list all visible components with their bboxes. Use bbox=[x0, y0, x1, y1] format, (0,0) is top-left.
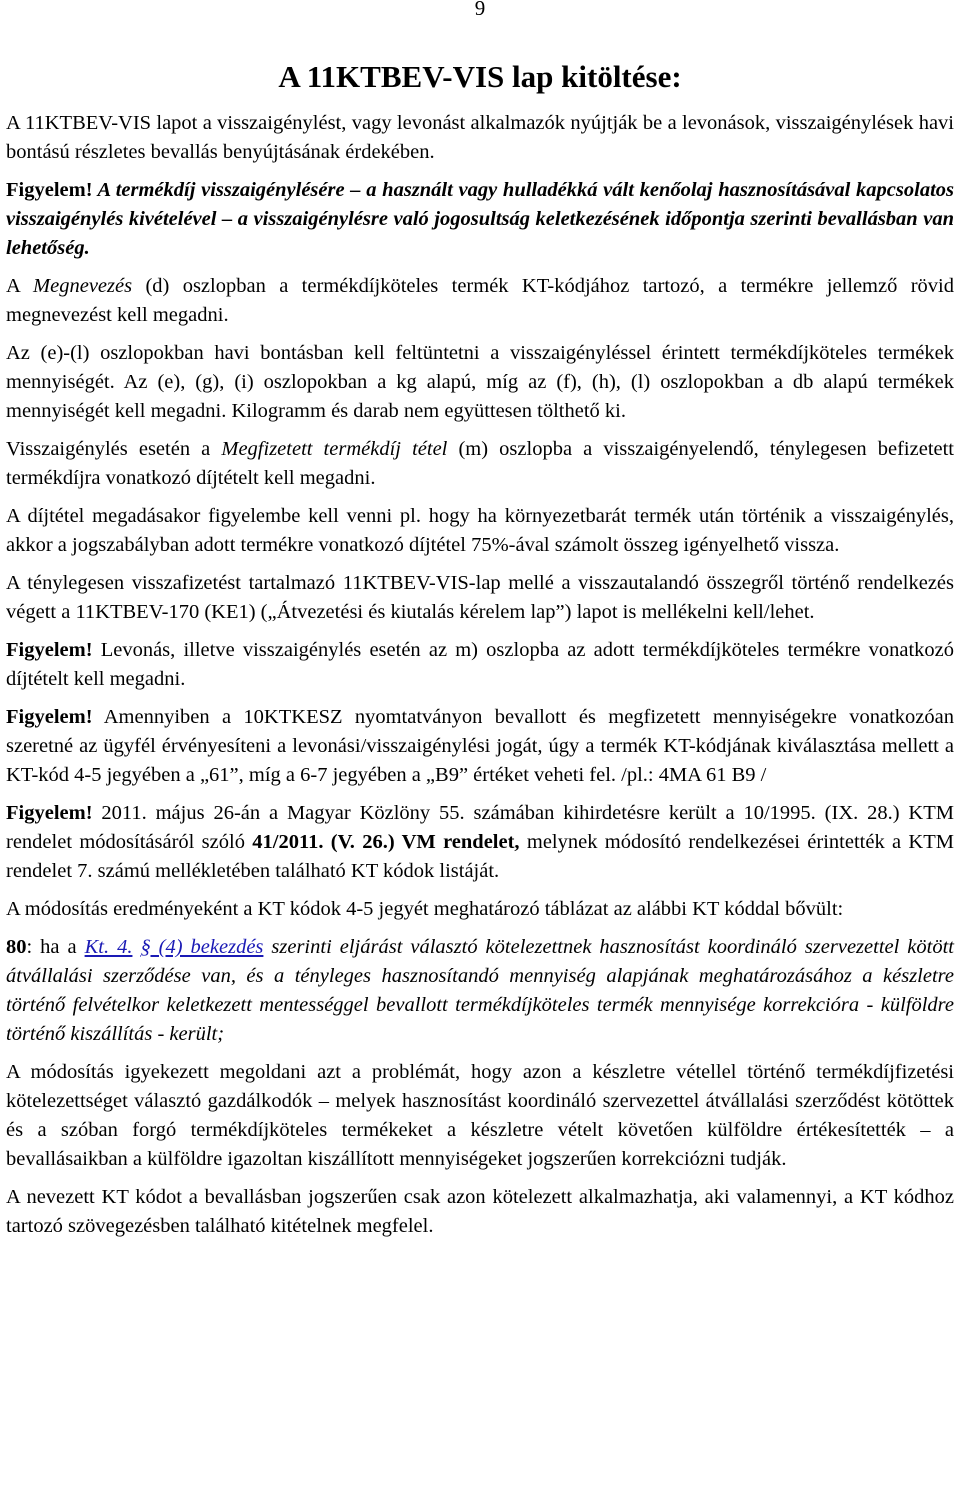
paragraph-columns: Az (e)-(l) oszlopokban havi bontásban kell feltüntetni a visszaigényléssel érintett termékdíjköteles termékek mennyiségét. Az (e), (g), (i) oszlopokban a kg alapú, míg az (f), (h), (l) oszlopokban a db alapú termékek mennyiségét kell megadni. Kilogramm és darab nem együttesen tölthető ki. bbox=[6, 342, 954, 422]
paragraph-intro: A 11KTBEV-VIS lapot a visszaigénylést, vagy levonást alkalmazók nyújtják be a levonások, visszaigénylések havi bontású részletes bevallás benyújtásának érdekében. bbox=[6, 112, 954, 163]
paragraph-conclusion: A nevezett KT kódot a bevallásban jogszerűen csak azon kötelezett alkalmazhatja, aki valamennyi, a KT kódhoz tartozó szövegezésben található kitételnek megfelel. bbox=[6, 1186, 954, 1237]
regulation-reference: 41/2011. (V. 26.) VM rendelet, bbox=[252, 831, 520, 853]
text-fragment: melynek módosító rendelkezései érintették a KTM rendelet 7. számú mellékletében található KT kódok listáját. bbox=[6, 831, 954, 882]
text-fragment: 2011. május 26-án a Magyar Közlöny 55. számában kihirdetésre került a 10/1995. (IX. 28.) KTM rendelet módosításáról szóló bbox=[6, 802, 954, 853]
warning-text: A termékdíj visszaigénylésére – a használt vagy hulladékká vált kenőolaj hasznosításával kapcsolatos visszaigénylés kivételével – a visszaigénylésre való jogosultság keletkezésének időpontja szerinti bevallásban van lehetőség. bbox=[6, 179, 954, 259]
law-link-kt4[interactable]: Kt. 4. bbox=[84, 936, 133, 958]
kt-code-description: szerinti eljárást választó kötelezettnek hasznosítást koordináló szervezettel kötött átvállalási szerződése van, és a tényleges hasznosítandó mennyiség alapjának meghatározásához a készletre történő felvételkor keletkezett mentességgel bevallott termékdíjköteles termék mennyisége korrekcióra - külföldre történő kiszállítás - került; bbox=[6, 936, 954, 1045]
kt-code: 80 bbox=[6, 936, 27, 958]
text-fragment: A bbox=[6, 275, 34, 297]
text-fragment: : ha a bbox=[26, 936, 85, 958]
paragraph-rate-note: A díjtétel megadásakor figyelembe kell venni pl. hogy ha környezetbarát termék után történik a visszaigénylés, akkor a jogszabályban adott termékre vonatkozó díjtétel 75%-ával számolt összeg igényelhető vissza. bbox=[6, 505, 954, 556]
warning-text: Amennyiben a 10KTKESZ nyomtatványon bevallott és megfizetett mennyiségekre vonatkozóan szeretné az ügyfél érvényesíteni a levonási/visszaigénylési jogát, úgy a termék KT-kódjának kiválasztása mellett a KT-kód 4-5 jegyében a „61”, míg a 6-7 jegyében a „B9” értéket veheti fel. /pl.: 4MA 61 B9 / bbox=[6, 706, 954, 786]
text-fragment: (d) oszlopban a termékdíjköteles termék KT-kódjához tartozó, a termékre jellemző rövid megnevezést kell megadni. bbox=[6, 275, 954, 326]
paragraph-refund-rate bbox=[6, 435, 954, 493]
paragraph-warning-3 bbox=[6, 703, 954, 790]
paragraph-warning-4 bbox=[6, 799, 954, 886]
page-title: A 11KTBEV-VIS lap kitöltése: bbox=[278, 59, 682, 94]
column-term: Megnevezés bbox=[33, 275, 133, 297]
text-fragment: (m) oszlopba a visszaigényelendő, ténylegesen befizetett termékdíjra vonatkozó díjtételt kell megadni. bbox=[6, 438, 955, 489]
text-fragment: Visszaigénylés esetén a bbox=[6, 438, 222, 460]
law-link-paragraph4[interactable]: § (4) bekezdés bbox=[140, 936, 264, 958]
paragraph-warning-2 bbox=[6, 636, 954, 694]
warning-lead: Figyelem! bbox=[6, 639, 93, 661]
paragraph-megnevezes bbox=[6, 272, 954, 330]
paragraph-transfer: A ténylegesen visszafizetést tartalmazó 11KTBEV-VIS-lap mellé a visszautalandó összegről történő rendelkezés végett a 11KTBEV-170 (KE1) („Átvezetési és kiutalás kérelem lap”) lapot is mellékelni kell/lehet. bbox=[6, 572, 954, 623]
warning-text: Levonás, illetve visszaigénylés esetén az m) oszlopba az adott termékdíjköteles termékre vonatkozó díjtételt kell megadni. bbox=[6, 639, 954, 690]
paragraph-warning-1 bbox=[6, 176, 954, 263]
document-body bbox=[6, 56, 954, 1250]
paragraph-problem: A módosítás igyekezett megoldani azt a problémát, hogy azon a készletre vétellel történő termékdíjfizetési kötelezettséget választó gazdálkodók – melyek hasznosítást koordináló szervezettel átvállalási szerződést kötöttek és a szóban forgó termékdíjköteles termékeket a készletre vételt követően külföldre értékesítették – a bevallásaikban a külföldre igazoltan kiszállított mennyiségeket jogszerűen korrekciózni tudják. bbox=[6, 1061, 954, 1170]
warning-lead: Figyelem! bbox=[6, 802, 93, 824]
warning-lead: Figyelem! bbox=[6, 706, 93, 728]
warning-lead: Figyelem! bbox=[6, 179, 93, 201]
paragraph-modification: A módosítás eredményeként a KT kódok 4-5 jegyét meghatározó táblázat az alábbi KT kóddal bővült: bbox=[6, 898, 844, 920]
column-term: Megfizetett termékdíj tétel bbox=[221, 438, 448, 460]
page-number: 9 bbox=[474, 0, 486, 20]
paragraph-kt-code-80 bbox=[6, 933, 954, 1049]
